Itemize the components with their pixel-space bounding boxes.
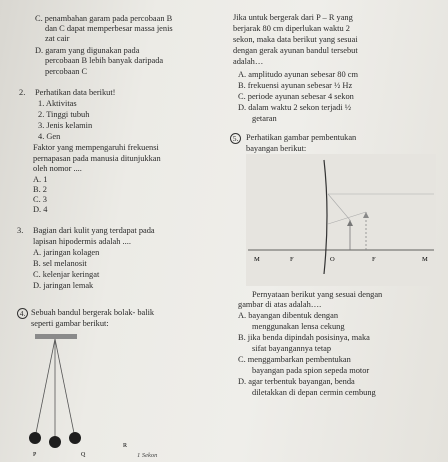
pendulum-bob-q xyxy=(49,436,61,448)
q1-option-c-line3: zat cair xyxy=(45,34,70,43)
q4-number xyxy=(17,308,28,319)
label-r: R xyxy=(123,443,128,449)
q2-option-c[interactable]: C. 3 xyxy=(33,195,47,204)
q1-option-c-line2: dan C dapat memperbesar massa jenis xyxy=(45,24,173,33)
axis-label-m-left: M xyxy=(254,256,260,263)
q2-option-a[interactable]: A. 1 xyxy=(33,175,48,184)
q2-question-line1: Faktor yang mempengaruhi frekuensi xyxy=(33,143,159,152)
q3-prompt-line2: lapisan hipodermis adalah .... xyxy=(33,237,131,246)
q2-option-d[interactable]: D. 4 xyxy=(33,205,48,214)
pendulum-bob-p xyxy=(29,432,41,444)
q4-option-b[interactable]: B. frekuensi ayunan sebesar ½ Hz xyxy=(238,81,353,90)
pendulum-support xyxy=(35,334,77,339)
q2-prompt: Perhatikan data berikut! xyxy=(35,88,116,97)
axis-label-f-left: F xyxy=(290,256,294,263)
q5-option-c-line2: bayangan pada spion sepeda motor xyxy=(252,366,370,375)
q4-option-a[interactable]: A. amplitudo ayunan sebesar 80 cm xyxy=(238,70,359,79)
q3-option-a[interactable]: A. jaringan kolagen xyxy=(33,248,100,257)
q4-option-d[interactable]: D. dalam waktu 2 sekon terjadi ½ xyxy=(238,103,352,112)
q2-question-line3: oleh nomor .... xyxy=(33,164,82,173)
q5-prompt-line2: bayangan berikut: xyxy=(246,144,307,153)
q3-number: 3. xyxy=(17,226,24,235)
label-p: P xyxy=(33,452,37,458)
q5-prompt-line1: Perhatikan gambar pembentukan xyxy=(246,133,357,142)
q5-option-d-line1[interactable]: D. agar terbentuk bayangan, benda xyxy=(238,377,355,386)
q2-option-b[interactable]: B. 2 xyxy=(33,185,47,194)
q5-statement-line2: gambar di atas adalah…. xyxy=(238,300,322,309)
q4-option-d-cont: getaran xyxy=(252,114,277,123)
q4-continued-line1: Jika untuk bergerak dari P – R yang xyxy=(233,13,353,22)
q4-continued-line4: dengan gerak ayunan bandul tersebut xyxy=(233,46,358,55)
q4-continued-line2: berjarak 80 cm diperlukan waktu 2 xyxy=(233,24,350,33)
q2-item-3: 3. Jenis kelamin xyxy=(38,121,93,130)
q3-prompt-line1: Bagian dari kulit yang terdapat pada xyxy=(33,226,155,235)
q4-continued-line5: adalah… xyxy=(233,57,264,66)
q2-item-1: 1. Aktivitas xyxy=(38,99,77,108)
q1-option-c-line1: C. penambahan garam pada percobaan B xyxy=(35,14,173,23)
q4-option-c[interactable]: C. periode ayunan sebesar 4 sekon xyxy=(238,92,354,101)
pendulum-figure xyxy=(25,330,175,460)
q5-option-b-line1[interactable]: B. jika benda dipindah posisinya, maka xyxy=(238,333,370,342)
q2-item-4: 4. Gen xyxy=(38,132,61,141)
q4-prompt-line1: Sebuah bandul bergerak bolak- balik xyxy=(31,308,155,317)
q5-number-circle: 5. xyxy=(230,133,241,144)
q3-option-c[interactable]: C. kelenjar keringat xyxy=(33,270,100,279)
handwritten-note: 1 Sekon xyxy=(137,452,158,459)
q4-number-circle: 4. xyxy=(17,308,28,319)
q2-item-2: 2. Tinggi tubuh xyxy=(38,110,90,119)
pendulum-strings xyxy=(35,339,75,442)
axis-label-m-right: M xyxy=(422,256,428,263)
q2-question-line2: pernapasan pada manusia ditunjukkan xyxy=(33,154,161,163)
q5-option-d-line2: diletakkan di depan cermin cembung xyxy=(252,388,376,397)
mirror-ray-diagram xyxy=(246,154,436,286)
q5-option-a-line1[interactable]: A. bayangan dibentuk dengan xyxy=(238,311,339,320)
q2-number: 2. xyxy=(19,88,26,97)
q5-option-b-line2: sifat bayangannya tetap xyxy=(252,344,332,353)
q4-prompt-line2: seperti gambar berikut: xyxy=(31,319,109,328)
q5-option-c-line1[interactable]: C. menggambarkan pembentukan xyxy=(238,355,351,364)
pendulum-bob-r xyxy=(69,432,81,444)
q3-option-b[interactable]: B. sel melanosit xyxy=(33,259,87,268)
axis-label-f-right: F xyxy=(372,256,376,263)
q3-option-d[interactable]: D. jaringan lemak xyxy=(33,281,94,290)
q1-option-d-line3: percobaan C xyxy=(45,67,88,76)
q1-option-d-line1: D. garam yang digunakan pada xyxy=(35,46,140,55)
q5-number xyxy=(230,133,241,144)
q4-continued-line3: sekon, maka data berikut yang sesuai xyxy=(233,35,358,44)
q5-option-a-line2: menggunakan lensa cekung xyxy=(252,322,345,331)
axis-label-o: O xyxy=(330,256,335,263)
q1-option-d-line2: percobaan B lebih banyak daripada xyxy=(45,56,164,65)
q5-statement-line1: Pernyataan berikut yang sesuai dengan xyxy=(252,290,383,299)
label-q: Q xyxy=(81,452,86,458)
